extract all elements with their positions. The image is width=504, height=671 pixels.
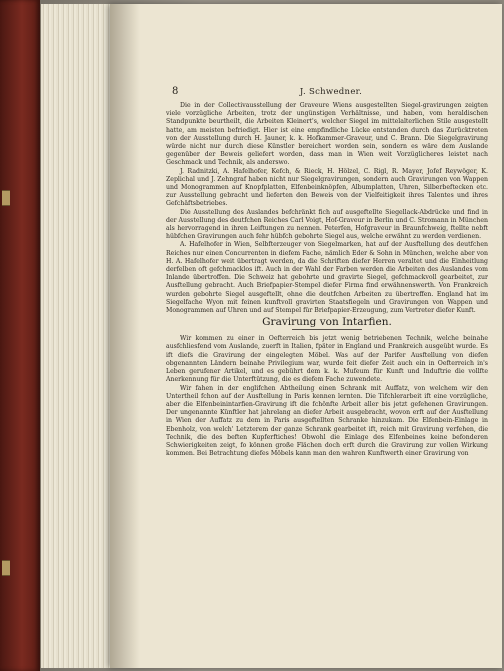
paragraph: Die Ausstellung des Auslandes befchränkt fich auf ausgeftellte Siegellack-Abdrücke und find in der Ausstellung des deutfchen Reiches Carl Voigt, Hof-Graveur in Berlin und C. Stromann in München als hervorragend in ihren Leiftungen zu nennen. Peterfen, Hofgraveur in Braunfchweig, ftellte nebft hübfchen Gravirungen auch fehr hübfch gebohrte Siegel aus, welche erwähnt zu werden verdienen. — [166, 208, 488, 241]
book-binding — [0, 0, 40, 671]
paragraph: Die in der Collectivausstellung der Graveure Wiens ausgestellten Siegel-gravirungen zeigten viele vorzügliche Arbeiten, trotz der ungünstigen Verhältnisse, und haben, vom heraldischen Standpunkte beurtheilt, die Arbeiten Kleinert's, welcher Siegel im mittelalterlichen Stile ausgestellt hatte, am meisten befriedigt. Hier ist eine empfindliche Lücke entstanden durch das Zurücktreten von der Ausstellung durch H. Jauner, k. k. Hofkammer-Graveur, und C. Brann. Die Siegelgravirung würde nicht nur durch diese Künstler bereichert worden sein, sondern es wäre dem Auslande gegenüber der Beweis geliefert worden, dass man in Wien weit Vorzüglicheres leistet nach Geschmack und Technik, als anderswo. — [166, 102, 488, 167]
binding-band — [2, 190, 10, 206]
page-number: 8 — [172, 86, 179, 97]
title-rule — [292, 329, 362, 330]
page-header — [172, 86, 490, 98]
section-title: Gravirung von Intarfien. — [262, 316, 392, 329]
paragraph: A. Hafelhofer in Wien, Selbfterzeuger von Siegelmarken, hat auf der Ausftellung des deutfchen Reiches nur einen Concurrenten in diefem Fache, nämlich Eder & Sohn in München, welche aber von H. A. Hafelhofer weit übertragt werden, da die Schriften diefer Herren veraltet und die Einheitlung derfelben oft gefchmacklos ift. Auch in der Wahl der Farben werden die Arbeiten des Auslandes vom Inlande übertroffen. Die Schweiz hat gebohrte und gravirte Siegel, gefchmackvoll gearbeitet, zur Ausftellung gebracht. Auch Briefpapier-Stempel diefer Firma find erwähnenswerth. Von Frankreich wurden gebohrte Siegel ausgeftellt, ohne die deutfchen Arbeiten zu übertreffen. England hat im Siegelfache Wyon mit feinen kunftvoll gravirten Staatsfiegeln und Gravirungen von Wappen und Monogrammen auf Uhren und auf Stempel für Briefpapier-Erzeugung, zum Vertreter diefer Kunft. — [166, 241, 488, 315]
paragraph: Wir fahen in der englifchen Abtheilung einen Schrank mit Auffatz, von welchem wir den Untertheil fchon auf der Ausftellung in Paris kennen lernten. Die Tifchlerarbeit ift eine vorzügliche, aber die Elfenbeinintarfien-Gravirung ift die fchönfte Arbeit aller bis jetzt gefehenen Gravirungen. Der ungenannte Künftler hat jahrelang an diefer Arbeit ausgebracht, wovon erft auf der Ausftellung in Wien der Auffatz zu dem in Paris ausgeftellten Schranke hinzukam. Die Elfenbein-Einlage in Ebenholz, von welch' Letzterem der ganze Schrank gearbeitet ift, reich mit Gravirung verfehen, die Technik, die des beften Kupferftiches! Obwohl die Einlage des Elfenbeines keine befonderen Schwierigkeiten zeigt, fo können große Flächen doch erft durch die Gravirung zur vollen Wirkung kommen. Bei Betrachtung diefes Möbels kann man den wahren Kunftwerth einer Gravirung von — [166, 384, 488, 458]
binding-band — [2, 560, 10, 576]
page-edges — [40, 4, 113, 668]
gutter-shadow — [110, 4, 140, 668]
paragraph: J. Radnitzki, A. Hafelhofer, Kefch, & Rieck, H. Hölzel, C. Rigl, R. Mayer, Jofef Reywöger, K. Zeplichal und J. Zehngraf haben nicht nur Siegelgravirungen, sondern auch Gravirungen von Wappen und Monogrammen auf Knopfplatten, Elfenbeinknöpfen, Albumplatten, Uhren, Silberbeftecken etc. zur Ausstellung gebracht und lieferten den Beweis von der Vielfeitigkeit ihres Talentes und ihres Gefchäftsbetriebes. — [166, 167, 488, 208]
running-head: J. Schwedner. — [299, 87, 363, 97]
book-page — [110, 4, 502, 668]
body-text — [166, 102, 488, 458]
paragraph: Wir kommen zu einer in Oefterreich bis jetzt wenig betriebenen Technik, welche beinahe ausfchliesfend vom Auslande, zuerft in Italien, fpäter in England und Frankreich ausgeübt wurde. Es ift diefs die Gravirung der eingelegten Möbel. Was auf der Parifer Ausftellung von diefen obgenannten Ländern beinahe Privilegium war, wurde feit diefer Zeit auch ein in Oefterreich in's Leben gerufener Artikel, und es gebührt dem k. k. Mufeum für Kunft und Induftrie die vollfte Anerkennung für die Unterftützung, die es diefem Fache zuwendete. — [166, 335, 488, 384]
